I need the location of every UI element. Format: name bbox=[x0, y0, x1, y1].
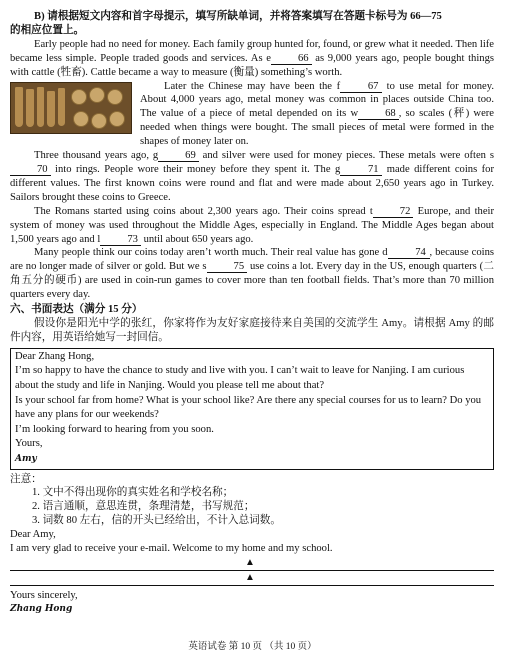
p2-text-a: Later the Chinese may have been the f bbox=[164, 80, 341, 92]
p5-text-c: use coins a lot. Every day in the US, enough quarters (二角五分的硬币) are used in coin-run games to cover more than ten football fields. That’s more than 70 million quarters every day. bbox=[10, 261, 494, 301]
p4-text-c: until about 650 years ago. bbox=[140, 233, 254, 245]
blank-66[interactable]: 66 bbox=[271, 53, 312, 65]
blank-74[interactable]: 74 bbox=[388, 247, 430, 259]
p3-text-d: made different coins for different values. The first known coins were round and flat and were made about 2,650 years ago in Turkey. Sailors brought these coins to Greece. bbox=[10, 163, 494, 203]
writing-line-1[interactable] bbox=[10, 556, 494, 571]
note-3: 3. 词数 80 左右，信的开头已经给出，不计入总词数。 bbox=[32, 515, 281, 527]
blank-67[interactable]: 67 bbox=[340, 81, 382, 93]
note-1: 1. 文中不得出现你的真实姓名和学校名称； bbox=[32, 487, 234, 499]
email-line-2: Is your school far from home? What is your school like? Are there any special courses for us to learn? Do you have any plans for our weekends? bbox=[15, 394, 482, 421]
section-b-heading-cont: 的相应位置上。 bbox=[10, 24, 85, 36]
p5-text-a: Many people think our coins today aren’t worth much. Their real value has gone d bbox=[34, 247, 388, 259]
notes-title: 注意： bbox=[10, 473, 42, 485]
email-signature: Amy bbox=[15, 453, 37, 464]
p4-text-b: Europe, and their system of money was used throughout the Middle Ages, especially in England. The Middle Ages began about 1,500 years ago and l bbox=[10, 205, 494, 245]
p2-text-c: , so scales (秤) were needed when things were bought. The small pieces of metal were formed in the shapes of money later on. bbox=[140, 108, 494, 148]
triangle-marker-icon: ▲ bbox=[245, 571, 255, 583]
email-box bbox=[10, 348, 494, 470]
section-6-prompt: 假设你是阳光中学的张红，你家将作为友好家庭接待来自美国的交流学生 Amy。请根据 Amy 的邮件内容，用英语给她写一封回信。 bbox=[10, 317, 494, 343]
blank-70[interactable]: 70 bbox=[10, 164, 51, 176]
writing-line-2[interactable] bbox=[10, 571, 494, 586]
blank-68[interactable]: 68 bbox=[358, 108, 399, 120]
triangle-marker-icon: ▲ bbox=[245, 556, 255, 568]
page-footer: 英语试卷 第 10 页 （共 10 页） bbox=[188, 642, 317, 652]
blank-72[interactable]: 72 bbox=[373, 206, 414, 218]
reply-greeting: Dear Amy, bbox=[10, 529, 56, 541]
blank-69[interactable]: 69 bbox=[158, 150, 199, 162]
email-greeting: Dear Zhang Hong, bbox=[15, 350, 95, 362]
p2-text-b: to use metal for money. About 4,000 years ago, metal money was common in places outside China too. The value of a piece of metal depended on its w bbox=[140, 80, 494, 120]
p1-text-b: as 9,000 years ago, people bought things with cattle (牲畜). Cattle became a way to measure (衡量) something’s worth. bbox=[10, 52, 494, 78]
notes bbox=[10, 473, 494, 529]
section-6-title: 六、书面表达（满分 15 分） bbox=[10, 304, 143, 316]
paragraph-4 bbox=[10, 205, 494, 247]
blank-73[interactable]: 73 bbox=[100, 234, 141, 246]
email-line-3: I’m looking forward to hearing from you soon. bbox=[15, 423, 214, 435]
p5-text-b: , because coins are no longer made of silver or gold. But we s bbox=[10, 247, 494, 273]
ancient-money-image bbox=[10, 82, 132, 134]
p1-text: Early people had no need for money. Each family group hunted for, found, or grew what it needed. Then life became less simple. People traded goods and services. As e bbox=[10, 38, 494, 64]
blank-71[interactable]: 71 bbox=[340, 164, 382, 176]
p3-text-c: into rings. People wore their money before they spent it. The g bbox=[50, 163, 341, 175]
p3-text-b: and silver were used for money pieces. These metals were often s bbox=[198, 150, 494, 162]
email-line-1: I’m so happy to have the chance to study and live with you. I can’t wait to leave for Nanjing. I am curious about the study and life in Nanjing. Would you please tell me about that? bbox=[15, 365, 465, 391]
section-b-heading: B) 请根据短文内容和首字母提示，填写所缺单词，并将答案填写在答题卡标号为 66—75 bbox=[34, 11, 442, 22]
section-b bbox=[10, 10, 494, 302]
blank-75[interactable]: 75 bbox=[207, 261, 248, 273]
reply-closing: Yours sincerely, bbox=[10, 589, 78, 601]
note-2: 2. 语言通顺，意思连贯，条理清楚，书写规范； bbox=[32, 501, 255, 513]
p4-text-a: The Romans started using coins about 2,300 years ago. Their coins spread t bbox=[34, 205, 373, 217]
paragraph-5 bbox=[10, 246, 494, 302]
email-closing: Yours, bbox=[15, 438, 43, 450]
exam-page bbox=[10, 10, 494, 617]
paragraph-3 bbox=[10, 149, 494, 205]
p3-text-a: Three thousand years ago, g bbox=[34, 150, 159, 162]
reply-opening-line: I am very glad to receive your e-mail. Welcome to my home and my school. bbox=[10, 543, 333, 555]
reply-signature: Zhang Hong bbox=[10, 603, 73, 614]
paragraph-1 bbox=[10, 38, 494, 80]
